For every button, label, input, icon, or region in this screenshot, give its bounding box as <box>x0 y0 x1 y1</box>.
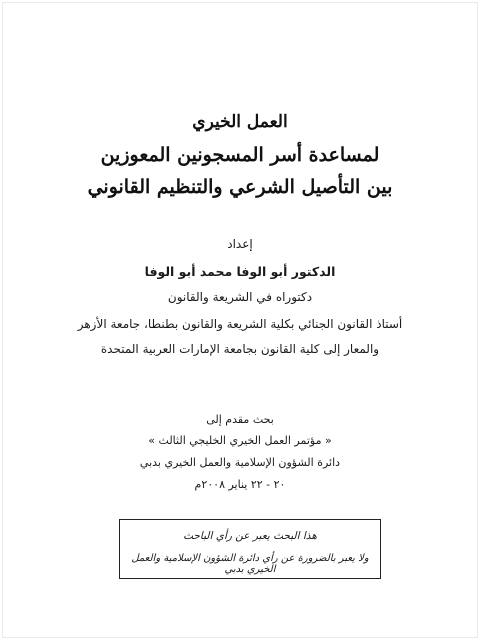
title-line-2: لمساعدة أسر المسجونين المعوزين <box>100 144 380 166</box>
disclaimer-line-2: ولا يعبر بالضرورة عن رأي دائرة الشؤون الإسلامية والعمل الخيري بدبي <box>131 553 369 575</box>
conference-name: « مؤتمر العمل الخيري الخليجي الثالث » <box>148 434 332 447</box>
disclaimer-box <box>119 519 381 579</box>
author-position-2: والمعار إلى كلية القانون بجامعة الإمارات العربية المتحدة <box>100 342 380 356</box>
conference-date: ٢٠ - ٢٢ يناير ٢٠٠٨م <box>194 478 286 491</box>
conference-organizer: دائرة الشؤون الإسلامية والعمل الخيري بدبي <box>139 456 341 469</box>
prepared-by-label: إعداد <box>227 237 253 251</box>
disclaimer-line-1: هذا البحث يعبر عن رأي الباحث <box>183 530 317 542</box>
title-line-1: العمل الخيري <box>192 112 288 132</box>
title-line-3: بين التأصيل الشرعي والتنظيم القانوني <box>87 176 393 198</box>
author-name: الدكتور أبو الوفا محمد أبو الوفا <box>144 264 336 279</box>
author-position-1: أستاذ القانون الجنائي بكلية الشريعة والقانون بطنطا، جامعة الأزهر <box>77 317 403 331</box>
author-degree: دكتوراه في الشريعة والقانون <box>167 290 313 304</box>
paper-submitted-label: بحث مقدم إلى <box>206 413 274 426</box>
